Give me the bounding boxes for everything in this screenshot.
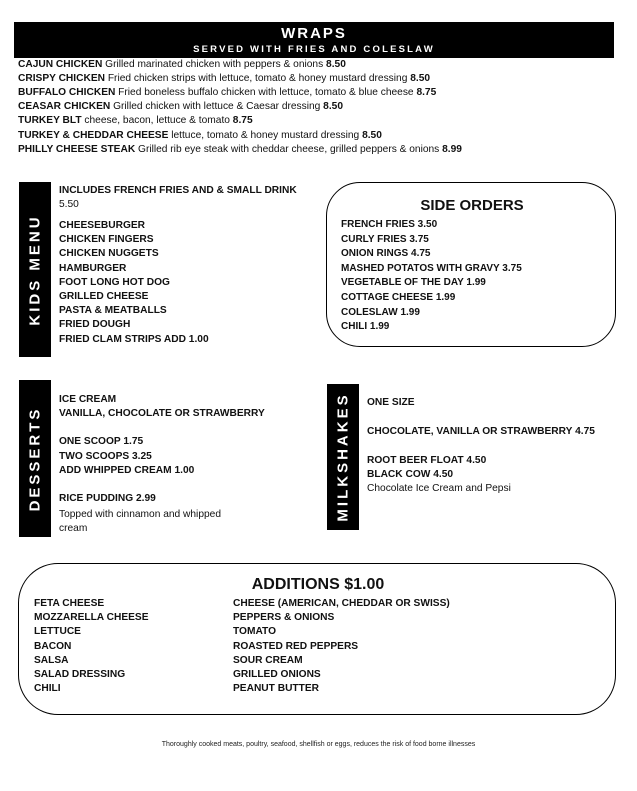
wrap-item-name: PHILLY CHEESE STEAK xyxy=(18,144,136,155)
addition-item: LETTUCE xyxy=(34,626,81,638)
wrap-item-desc: Fried boneless buffalo chicken with lettuce, tomato & blue cheese xyxy=(115,87,417,98)
addition-item: ROASTED RED PEPPERS xyxy=(233,640,359,652)
kids-item: HAMBURGER xyxy=(59,262,127,274)
side-orders-list xyxy=(341,218,522,335)
addition-item: PEANUT BUTTER xyxy=(233,683,320,695)
kids-item: FOOT LONG HOT DOG xyxy=(59,276,170,288)
wrap-item-price: 8.75 xyxy=(416,87,437,98)
kids-menu-tab xyxy=(19,182,51,357)
root-beer-float: ROOT BEER FLOAT 4.50 xyxy=(367,455,487,466)
milkshakes-tab-label: MILKSHAKES xyxy=(334,392,352,522)
side-orders-title: SIDE ORDERS xyxy=(420,197,524,214)
milkshake-flavors: CHOCOLATE, VANILLA OR STRAWBERRY 4.75 xyxy=(367,426,595,437)
additions-title: ADDITIONS $1.00 xyxy=(251,576,385,593)
wrap-item xyxy=(18,114,253,127)
wrap-item-name: TURKEY BLT xyxy=(18,115,82,126)
dessert-two-scoops: TWO SCOOPS 3.25 xyxy=(59,451,152,462)
kids-item-list xyxy=(59,219,209,347)
wrap-item-desc: Grilled rib eye steak with cheddar cheese, grilled peppers & onions xyxy=(135,144,443,155)
dessert-one-scoop: ONE SCOOP 1.75 xyxy=(59,436,144,447)
addition-item: BACON xyxy=(34,640,72,652)
side-item: COLESLAW 1.99 xyxy=(341,306,420,318)
side-item: FRENCH FRIES 3.50 xyxy=(341,219,438,230)
wraps-header-bar xyxy=(14,22,614,58)
wrap-item-name: CRISPY CHICKEN xyxy=(18,73,105,84)
additions-box xyxy=(18,563,616,715)
black-cow-note: Chocolate Ice Cream and Pepsi xyxy=(367,483,511,494)
food-safety-footer: Thoroughly cooked meats, poultry, seafood, shellfish or eggs, reduces the risk of food borne illnesses xyxy=(161,741,476,748)
dessert-rice-pudding-note-cont: cream xyxy=(59,523,88,534)
kids-item: CHICKEN NUGGETS xyxy=(59,248,159,260)
milkshake-size: ONE SIZE xyxy=(367,397,415,408)
kids-item: CHEESEBURGER xyxy=(59,220,146,231)
dessert-flavors: VANILLA, CHOCOLATE OR STRAWBERRY xyxy=(59,408,265,419)
side-item: MASHED POTATOS WITH GRAVY 3.75 xyxy=(341,262,522,274)
kids-item: FRIED CLAM STRIPS ADD 1.00 xyxy=(59,333,209,345)
wrap-item-price: 8.50 xyxy=(362,130,382,141)
kids-item: GRILLED CHEESE xyxy=(59,291,149,303)
wrap-item-price: 8.50 xyxy=(410,73,431,84)
dessert-rice-pudding-note: Topped with cinnamon and whipped xyxy=(59,509,221,520)
wrap-item xyxy=(18,129,382,142)
addition-item: PEPPERS & ONIONS xyxy=(233,612,335,624)
wrap-item-price: 8.50 xyxy=(323,101,343,112)
side-item: ONION RINGS 4.75 xyxy=(341,248,431,260)
addition-item: GRILLED ONIONS xyxy=(233,669,321,681)
addition-item: MOZZARELLA CHEESE xyxy=(34,612,149,624)
addition-item: CHILI xyxy=(34,683,61,695)
wrap-item-price: 8.99 xyxy=(442,144,462,155)
kids-includes: INCLUDES FRENCH FRIES AND & SMALL DRINK xyxy=(59,185,297,196)
wrap-item-desc: cheese, bacon, lettuce & tomato xyxy=(81,115,233,126)
dessert-whipped-cream: ADD WHIPPED CREAM 1.00 xyxy=(59,465,195,476)
wrap-item-name: TURKEY & CHEDDAR CHEESE xyxy=(18,130,169,141)
kids-menu-tab-label: KIDS MENU xyxy=(26,213,44,326)
wrap-item xyxy=(18,58,346,71)
side-orders-box xyxy=(326,182,616,347)
wrap-item xyxy=(18,86,436,99)
black-cow: BLACK COW 4.50 xyxy=(367,469,454,480)
wrap-item-name: CEASAR CHICKEN xyxy=(18,101,111,112)
wrap-item-desc: lettuce, tomato & honey mustard dressing xyxy=(168,130,363,141)
wrap-item-price: 8.50 xyxy=(326,59,346,70)
additions-left-list xyxy=(34,597,149,696)
addition-item: FETA CHEESE xyxy=(34,598,105,609)
wrap-item xyxy=(18,72,430,85)
wrap-item-name: BUFFALO CHICKEN xyxy=(18,87,116,98)
additions-right-list xyxy=(233,597,450,696)
desserts-tab-label: DESSERTS xyxy=(26,406,44,511)
side-item: CHILI 1.99 xyxy=(341,321,390,333)
wrap-item-name: CAJUN CHICKEN xyxy=(18,59,103,70)
addition-item: SALSA xyxy=(34,654,69,666)
wrap-item-desc: Fried chicken strips with lettuce, tomato & honey mustard dressing xyxy=(105,73,411,84)
kids-price: 5.50 xyxy=(59,199,79,210)
addition-item: SALAD DRESSING xyxy=(34,669,126,681)
wrap-item-desc: Grilled chicken with lettuce & Caesar dressing xyxy=(110,101,324,112)
kids-item: FRIED DOUGH xyxy=(59,319,131,331)
addition-item: TOMATO xyxy=(233,626,277,638)
addition-item: SOUR CREAM xyxy=(233,654,303,666)
wrap-item xyxy=(18,100,343,113)
wrap-item-price: 8.75 xyxy=(232,115,253,126)
kids-item: CHICKEN FINGERS xyxy=(59,234,154,246)
wraps-subtitle: SERVED WITH FRIES AND COLESLAW xyxy=(193,44,435,55)
dessert-ice-cream: ICE CREAM xyxy=(59,394,117,405)
dessert-rice-pudding: RICE PUDDING 2.99 xyxy=(59,493,156,504)
wrap-item xyxy=(18,143,462,156)
wrap-item-desc: Grilled marinated chicken with peppers & onions xyxy=(102,59,327,70)
addition-item: CHEESE (AMERICAN, CHEDDAR OR SWISS) xyxy=(233,598,450,609)
wraps-title: WRAPS xyxy=(281,25,347,42)
milkshakes-tab xyxy=(327,384,359,530)
side-item: COTTAGE CHEESE 1.99 xyxy=(341,291,456,303)
kids-item: PASTA & MEATBALLS xyxy=(59,305,167,317)
side-item: VEGETABLE OF THE DAY 1.99 xyxy=(341,277,486,289)
desserts-tab xyxy=(19,380,51,537)
side-item: CURLY FRIES 3.75 xyxy=(341,233,429,245)
